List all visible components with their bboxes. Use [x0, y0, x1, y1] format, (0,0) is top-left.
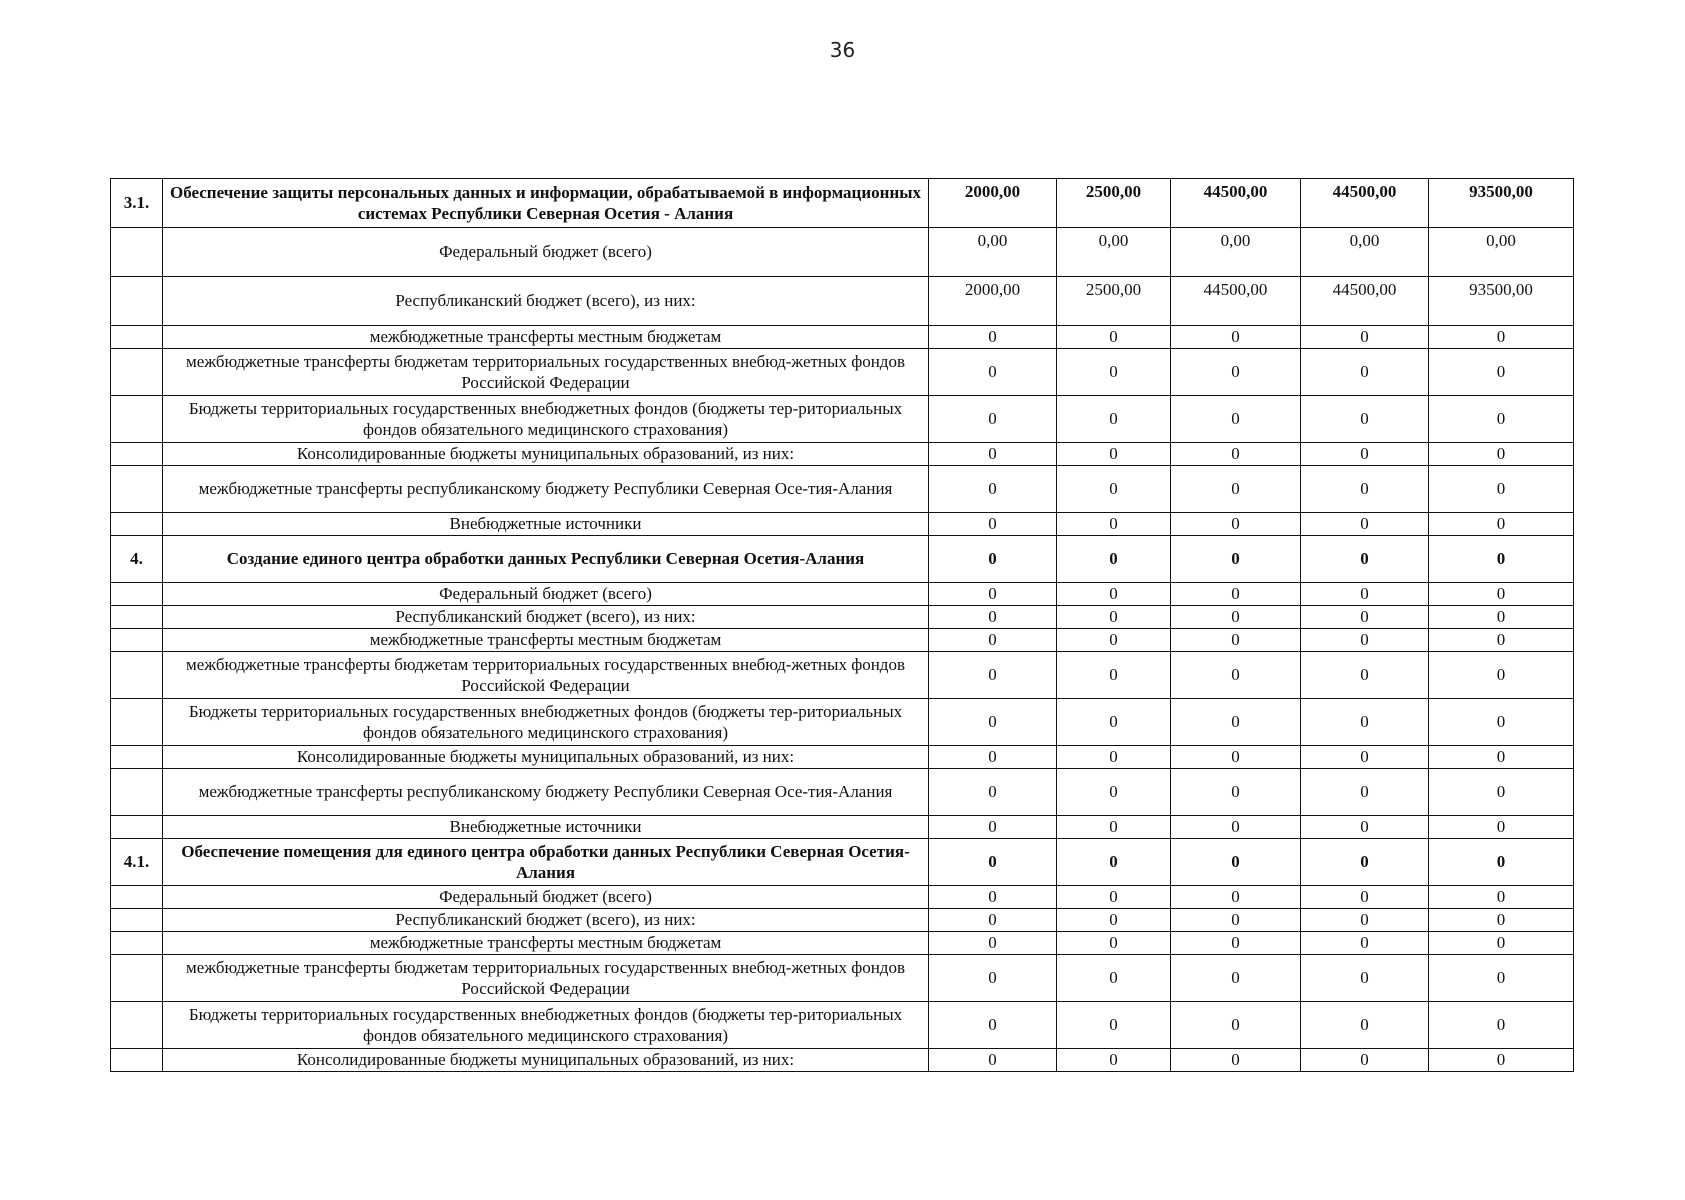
row-value: 0 — [1171, 396, 1301, 443]
row-value: 44500,00 — [1171, 277, 1301, 326]
table-row — [111, 349, 1574, 396]
row-value: 0 — [1429, 583, 1574, 606]
row-value: 0 — [1301, 536, 1429, 583]
row-value: 0 — [929, 816, 1057, 839]
row-value: 0 — [1301, 396, 1429, 443]
row-label: межбюджетные трансферты республиканскому бюджету Республики Северная Осе-тия-Алания — [163, 769, 929, 816]
row-value: 2000,00 — [929, 277, 1057, 326]
row-value: 0,00 — [1429, 228, 1574, 277]
row-number — [111, 629, 163, 652]
table-row — [111, 652, 1574, 699]
row-number — [111, 1002, 163, 1049]
row-value: 0 — [929, 466, 1057, 513]
row-value: 0 — [1429, 536, 1574, 583]
table-row — [111, 839, 1574, 886]
row-number: 4.1. — [111, 839, 163, 886]
row-value: 0 — [1301, 606, 1429, 629]
row-value: 0 — [1429, 746, 1574, 769]
row-value: 0 — [1301, 443, 1429, 466]
row-number — [111, 513, 163, 536]
row-value: 0 — [1057, 932, 1171, 955]
row-value: 0 — [1429, 816, 1574, 839]
row-value: 2000,00 — [929, 179, 1057, 228]
row-value: 0 — [1171, 583, 1301, 606]
row-number — [111, 277, 163, 326]
row-value: 0 — [1057, 746, 1171, 769]
row-value: 44500,00 — [1301, 179, 1429, 228]
row-number — [111, 652, 163, 699]
row-value: 0 — [1171, 652, 1301, 699]
row-value: 0 — [929, 839, 1057, 886]
row-value: 0 — [1301, 816, 1429, 839]
row-value: 0 — [1171, 1049, 1301, 1072]
row-label: Консолидированные бюджеты муниципальных образований, из них: — [163, 746, 929, 769]
row-value: 0 — [1429, 886, 1574, 909]
table-row — [111, 932, 1574, 955]
row-label: Внебюджетные источники — [163, 513, 929, 536]
row-value: 0 — [1301, 769, 1429, 816]
row-label: межбюджетные трансферты бюджетам территориальных государственных внебюд-жетных фондов Российской Федерации — [163, 652, 929, 699]
row-value: 0 — [1171, 699, 1301, 746]
row-value: 0,00 — [929, 228, 1057, 277]
row-value: 0 — [929, 909, 1057, 932]
row-value: 0 — [1429, 1049, 1574, 1072]
row-label: межбюджетные трансферты местным бюджетам — [163, 932, 929, 955]
row-value: 0 — [1057, 1049, 1171, 1072]
row-label: Консолидированные бюджеты муниципальных образований, из них: — [163, 443, 929, 466]
row-value: 0 — [929, 326, 1057, 349]
row-value: 0 — [1057, 629, 1171, 652]
row-value: 0 — [1429, 513, 1574, 536]
row-value: 0 — [1429, 466, 1574, 513]
table-row — [111, 746, 1574, 769]
table-row — [111, 699, 1574, 746]
row-number — [111, 466, 163, 513]
table-row — [111, 606, 1574, 629]
row-value: 0 — [1429, 909, 1574, 932]
row-label: Республиканский бюджет (всего), из них: — [163, 277, 929, 326]
row-value: 0 — [1301, 513, 1429, 536]
row-value: 0 — [1057, 326, 1171, 349]
row-value: 0 — [1301, 886, 1429, 909]
table-row — [111, 909, 1574, 932]
row-label: Федеральный бюджет (всего) — [163, 228, 929, 277]
row-value: 0 — [929, 349, 1057, 396]
row-number — [111, 955, 163, 1002]
row-value: 0,00 — [1057, 228, 1171, 277]
row-value: 0 — [1429, 606, 1574, 629]
table-row — [111, 443, 1574, 466]
row-value: 0 — [1429, 443, 1574, 466]
table-row — [111, 816, 1574, 839]
row-value: 0 — [1171, 909, 1301, 932]
row-value: 0 — [929, 699, 1057, 746]
row-value: 0 — [1301, 629, 1429, 652]
row-number — [111, 396, 163, 443]
row-number — [111, 583, 163, 606]
row-value: 93500,00 — [1429, 179, 1574, 228]
row-value: 0 — [1429, 1002, 1574, 1049]
row-value: 0 — [1429, 349, 1574, 396]
table-row — [111, 629, 1574, 652]
row-value: 0 — [1057, 652, 1171, 699]
table-row — [111, 179, 1574, 228]
row-value: 0 — [929, 583, 1057, 606]
row-label: Бюджеты территориальных государственных внебюджетных фондов (бюджеты тер-риториальных фондов обязательного медицинского страхования) — [163, 396, 929, 443]
row-number — [111, 326, 163, 349]
row-value: 0 — [929, 513, 1057, 536]
row-value: 2500,00 — [1057, 179, 1171, 228]
row-value: 0 — [1171, 886, 1301, 909]
row-value: 0 — [1171, 955, 1301, 1002]
row-label: Республиканский бюджет (всего), из них: — [163, 606, 929, 629]
table-row — [111, 466, 1574, 513]
row-label: межбюджетные трансферты бюджетам территориальных государственных внебюд-жетных фондов Российской Федерации — [163, 349, 929, 396]
row-value: 0 — [1171, 606, 1301, 629]
row-value: 0 — [929, 606, 1057, 629]
table-row — [111, 228, 1574, 277]
row-value: 0 — [1301, 349, 1429, 396]
row-value: 0 — [1057, 466, 1171, 513]
row-label: межбюджетные трансферты местным бюджетам — [163, 629, 929, 652]
table-row — [111, 326, 1574, 349]
row-value: 0 — [929, 536, 1057, 583]
row-value: 0 — [1057, 955, 1171, 1002]
row-value: 0 — [1429, 955, 1574, 1002]
row-value: 0 — [1301, 699, 1429, 746]
budget-table — [110, 178, 1574, 1072]
row-value: 0 — [1057, 396, 1171, 443]
row-label: межбюджетные трансферты местным бюджетам — [163, 326, 929, 349]
row-value: 0 — [929, 886, 1057, 909]
row-value: 0 — [1301, 583, 1429, 606]
table-row — [111, 536, 1574, 583]
row-value: 0 — [1301, 932, 1429, 955]
row-number — [111, 886, 163, 909]
row-number — [111, 606, 163, 629]
row-value: 0 — [1301, 839, 1429, 886]
row-value: 0 — [1057, 909, 1171, 932]
row-value: 0 — [929, 629, 1057, 652]
table-row — [111, 1049, 1574, 1072]
row-value: 0 — [1301, 955, 1429, 1002]
row-value: 0 — [929, 746, 1057, 769]
table-row — [111, 886, 1574, 909]
row-value: 0 — [1171, 326, 1301, 349]
table-row — [111, 1002, 1574, 1049]
row-value: 0 — [1057, 769, 1171, 816]
row-value: 0 — [1301, 652, 1429, 699]
row-value: 0 — [1429, 699, 1574, 746]
row-value: 0 — [1171, 839, 1301, 886]
row-value: 0 — [1171, 932, 1301, 955]
row-value: 0 — [1171, 513, 1301, 536]
row-number — [111, 443, 163, 466]
row-value: 0,00 — [1301, 228, 1429, 277]
row-value: 0 — [1301, 466, 1429, 513]
row-value: 0 — [929, 652, 1057, 699]
row-value: 0 — [1057, 349, 1171, 396]
row-label: Федеральный бюджет (всего) — [163, 583, 929, 606]
row-value: 0 — [929, 955, 1057, 1002]
row-label: Обеспечение помещения для единого центра обработки данных Республики Северная Осетия-Алания — [163, 839, 929, 886]
row-value: 0 — [1301, 1049, 1429, 1072]
row-number — [111, 909, 163, 932]
row-value: 0 — [1057, 699, 1171, 746]
row-value: 0 — [1301, 326, 1429, 349]
row-value: 0 — [929, 443, 1057, 466]
row-number: 3.1. — [111, 179, 163, 228]
row-label: межбюджетные трансферты бюджетам территориальных государственных внебюд-жетных фондов Российской Федерации — [163, 955, 929, 1002]
table-row — [111, 396, 1574, 443]
table-row — [111, 583, 1574, 606]
row-value: 0 — [929, 932, 1057, 955]
row-value: 0 — [1057, 536, 1171, 583]
row-value: 2500,00 — [1057, 277, 1171, 326]
row-value: 0 — [1301, 1002, 1429, 1049]
row-number: 4. — [111, 536, 163, 583]
row-number — [111, 228, 163, 277]
table-row — [111, 955, 1574, 1002]
row-value: 0 — [1171, 349, 1301, 396]
row-value: 0 — [1171, 1002, 1301, 1049]
row-value: 0 — [929, 396, 1057, 443]
row-value: 0 — [1171, 629, 1301, 652]
row-value: 0 — [1429, 769, 1574, 816]
row-label: Создание единого центра обработки данных Республики Северная Осетия-Алания — [163, 536, 929, 583]
table-row — [111, 277, 1574, 326]
row-value: 0 — [1429, 839, 1574, 886]
row-value: 0 — [1171, 816, 1301, 839]
row-value: 0 — [1057, 839, 1171, 886]
row-value: 0 — [1171, 746, 1301, 769]
row-value: 0 — [1057, 583, 1171, 606]
row-label: Бюджеты территориальных государственных внебюджетных фондов (бюджеты тер-риториальных фондов обязательного медицинского страхования) — [163, 1002, 929, 1049]
table-row — [111, 513, 1574, 536]
row-value: 0 — [1057, 816, 1171, 839]
row-number — [111, 932, 163, 955]
row-value: 0 — [1429, 396, 1574, 443]
row-value: 44500,00 — [1171, 179, 1301, 228]
row-value: 44500,00 — [1301, 277, 1429, 326]
row-value: 0 — [1171, 466, 1301, 513]
row-value: 0,00 — [1171, 228, 1301, 277]
row-value: 0 — [929, 769, 1057, 816]
row-value: 0 — [1429, 629, 1574, 652]
row-number — [111, 699, 163, 746]
row-value: 0 — [1429, 326, 1574, 349]
row-value: 0 — [1171, 769, 1301, 816]
row-label: Республиканский бюджет (всего), из них: — [163, 909, 929, 932]
row-label: Бюджеты территориальных государственных внебюджетных фондов (бюджеты тер-риториальных фондов обязательного медицинского страхования) — [163, 699, 929, 746]
row-value: 0 — [1429, 932, 1574, 955]
row-number — [111, 769, 163, 816]
page-number: 36 — [829, 38, 856, 62]
row-value: 0 — [929, 1049, 1057, 1072]
row-value: 0 — [1171, 443, 1301, 466]
row-value: 0 — [1301, 909, 1429, 932]
row-number — [111, 816, 163, 839]
row-value: 0 — [1057, 443, 1171, 466]
row-value: 0 — [929, 1002, 1057, 1049]
row-label: Федеральный бюджет (всего) — [163, 886, 929, 909]
row-value: 0 — [1301, 746, 1429, 769]
row-value: 0 — [1429, 652, 1574, 699]
row-label: Обеспечение защиты персональных данных и информации, обрабатываемой в информационных системах Республики Северная Осетия - Алания — [163, 179, 929, 228]
row-value: 0 — [1171, 536, 1301, 583]
row-number — [111, 349, 163, 396]
row-label: Консолидированные бюджеты муниципальных образований, из них: — [163, 1049, 929, 1072]
row-value: 0 — [1057, 1002, 1171, 1049]
row-number — [111, 746, 163, 769]
row-value: 0 — [1057, 886, 1171, 909]
row-value: 0 — [1057, 606, 1171, 629]
row-label: межбюджетные трансферты республиканскому бюджету Республики Северная Осе-тия-Алания — [163, 466, 929, 513]
row-number — [111, 1049, 163, 1072]
row-label: Внебюджетные источники — [163, 816, 929, 839]
row-value: 93500,00 — [1429, 277, 1574, 326]
table-row — [111, 769, 1574, 816]
row-value: 0 — [1057, 513, 1171, 536]
